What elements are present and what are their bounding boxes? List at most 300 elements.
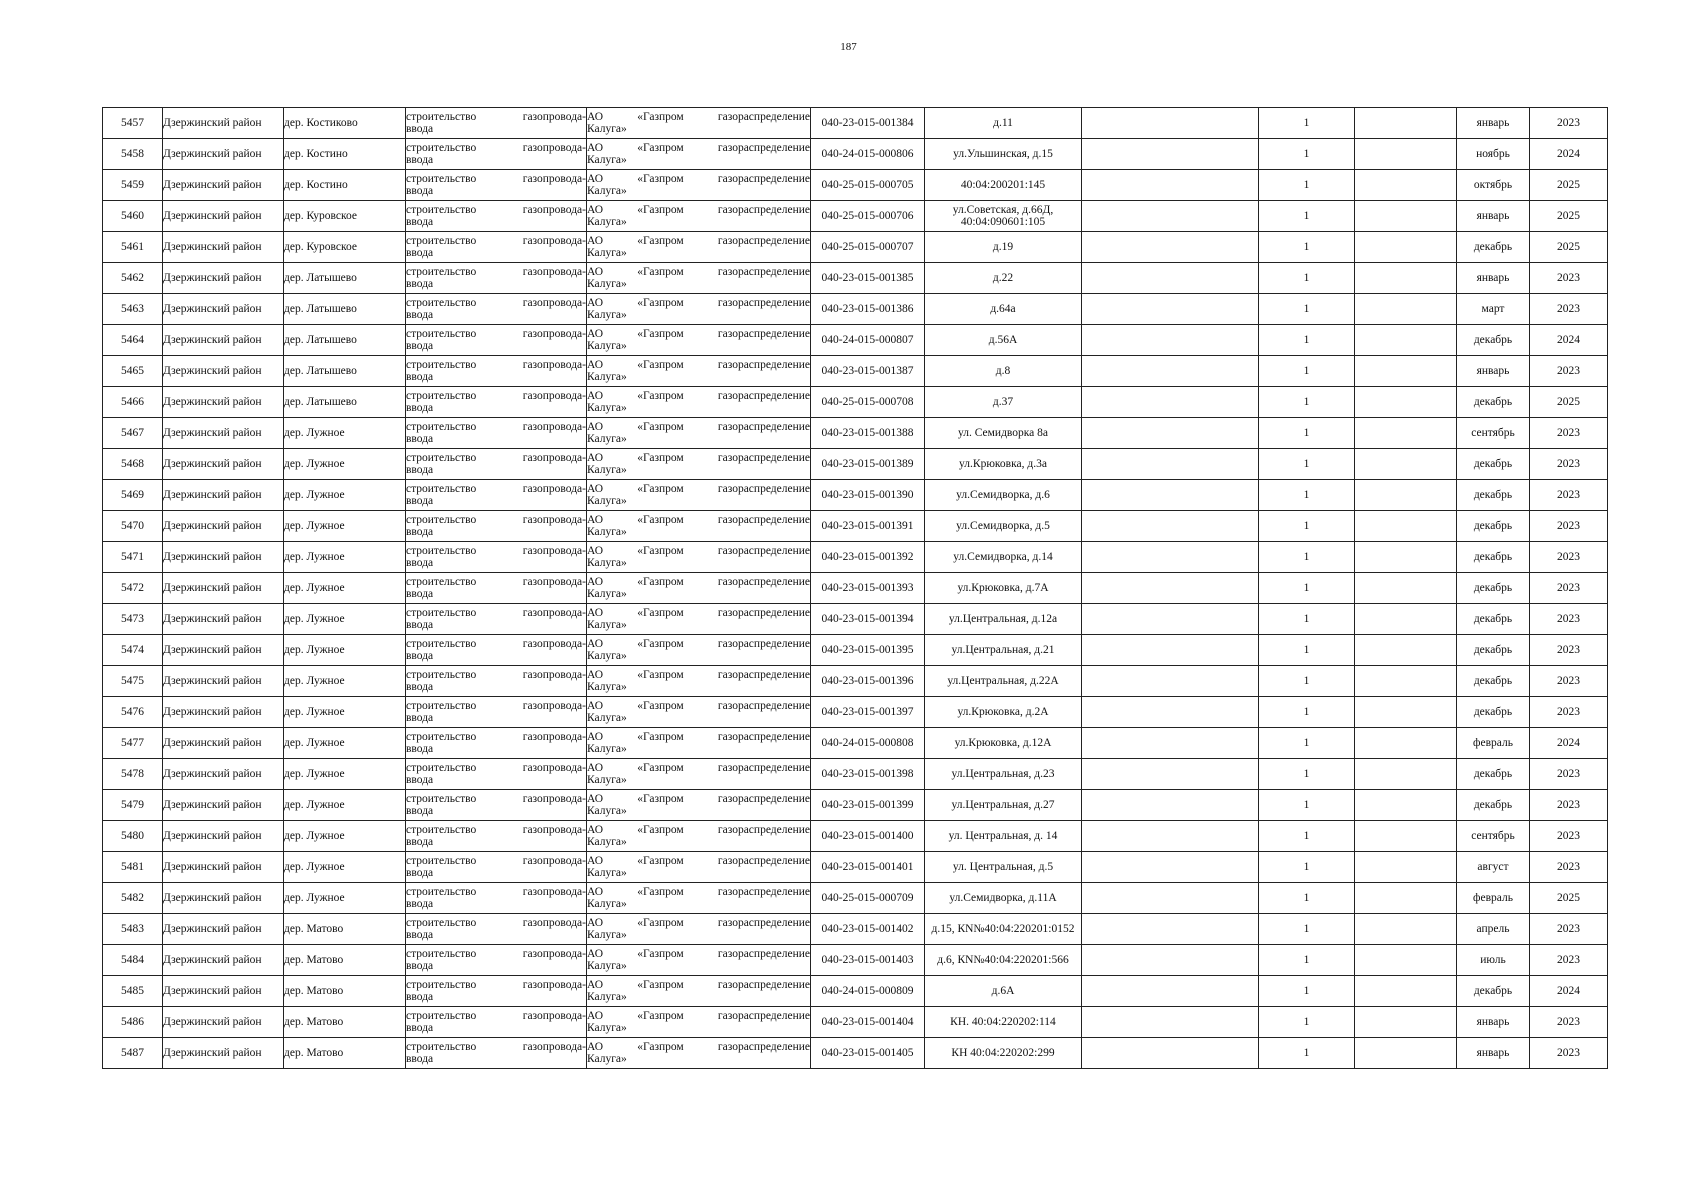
empty-cell [1082, 976, 1259, 1007]
table-row [103, 139, 1608, 170]
row-number: 5459 [103, 170, 163, 201]
object-code-cell: 040-23-015-001391 [811, 511, 925, 542]
empty-cell [1355, 945, 1457, 976]
quantity-cell: 1 [1259, 697, 1355, 728]
quantity-cell: 1 [1259, 356, 1355, 387]
work-type-word-1: строительство [406, 359, 477, 371]
org-word-1: АО [587, 514, 604, 526]
work-type-word-2: газопровода- [522, 421, 586, 433]
empty-cell [1082, 418, 1259, 449]
org-word-4: Калуга» [587, 1053, 627, 1065]
work-type-word-2: газопровода- [522, 204, 586, 216]
table-row [103, 108, 1608, 139]
table-row [103, 356, 1608, 387]
address-cell: д.6, КN№40:04:220201:566 [925, 945, 1082, 976]
work-type-word-2: газопровода- [522, 545, 586, 557]
locality-cell: дер. Лужное [284, 759, 406, 790]
month-cell: декабрь [1457, 480, 1530, 511]
org-word-3: газораспределение [717, 1041, 810, 1053]
locality-cell: дер. Лужное [284, 635, 406, 666]
work-type-cell [406, 511, 587, 542]
org-word-3: газораспределение [717, 793, 810, 805]
month-cell: декабрь [1457, 976, 1530, 1007]
locality-cell: дер. Костино [284, 170, 406, 201]
quantity-cell: 1 [1259, 914, 1355, 945]
table-row [103, 294, 1608, 325]
month-cell: март [1457, 294, 1530, 325]
month-cell: февраль [1457, 883, 1530, 914]
district-cell: Дзержинский район [163, 790, 284, 821]
org-word-4: Калуга» [587, 960, 627, 972]
empty-cell [1355, 604, 1457, 635]
org-word-2: «Газпром [637, 731, 684, 743]
org-word-2: «Газпром [637, 328, 684, 340]
org-word-4: Калуга» [587, 650, 627, 662]
org-word-3: газораспределение [717, 545, 810, 557]
empty-cell [1082, 852, 1259, 883]
address-cell: ул.Семидворка, д.6 [925, 480, 1082, 511]
year-cell: 2025 [1530, 883, 1608, 914]
district-cell: Дзержинский район [163, 139, 284, 170]
org-word-3: газораспределение [717, 359, 810, 371]
quantity-cell: 1 [1259, 666, 1355, 697]
object-code-cell: 040-23-015-001400 [811, 821, 925, 852]
empty-cell [1355, 976, 1457, 1007]
org-word-3: газораспределение [717, 483, 810, 495]
work-type-word-2: газопровода- [522, 1041, 586, 1053]
district-cell: Дзержинский район [163, 325, 284, 356]
table-body [103, 108, 1608, 1069]
month-cell: декабрь [1457, 573, 1530, 604]
address-cell: ул.Семидворка, д.14 [925, 542, 1082, 573]
locality-cell: дер. Латышево [284, 356, 406, 387]
year-cell: 2023 [1530, 573, 1608, 604]
quantity-cell: 1 [1259, 883, 1355, 914]
organization-cell [587, 263, 811, 294]
month-cell: декабрь [1457, 666, 1530, 697]
locality-cell: дер. Латышево [284, 325, 406, 356]
work-type-word-3: ввода [406, 836, 434, 848]
object-code-cell: 040-23-015-001395 [811, 635, 925, 666]
work-type-cell [406, 449, 587, 480]
empty-cell [1355, 170, 1457, 201]
work-type-word-2: газопровода- [522, 359, 586, 371]
district-cell: Дзержинский район [163, 1007, 284, 1038]
district-cell: Дзержинский район [163, 232, 284, 263]
empty-cell [1082, 108, 1259, 139]
table-row [103, 201, 1608, 232]
organization-cell [587, 511, 811, 542]
address-cell: ул.Центральная, д.23 [925, 759, 1082, 790]
district-cell: Дзержинский район [163, 387, 284, 418]
org-word-1: АО [587, 886, 604, 898]
work-type-word-1: строительство [406, 204, 477, 216]
district-cell: Дзержинский район [163, 573, 284, 604]
district-cell: Дзержинский район [163, 852, 284, 883]
table-row [103, 325, 1608, 356]
org-word-1: АО [587, 204, 604, 216]
org-word-1: АО [587, 948, 604, 960]
org-word-1: АО [587, 452, 604, 464]
organization-cell [587, 108, 811, 139]
org-word-3: газораспределение [717, 297, 810, 309]
empty-cell [1355, 821, 1457, 852]
empty-cell [1082, 945, 1259, 976]
district-cell: Дзержинский район [163, 883, 284, 914]
quantity-cell: 1 [1259, 418, 1355, 449]
empty-cell [1355, 139, 1457, 170]
work-type-word-1: строительство [406, 173, 477, 185]
organization-cell [587, 201, 811, 232]
locality-cell: дер. Лужное [284, 790, 406, 821]
quantity-cell: 1 [1259, 821, 1355, 852]
org-word-2: «Газпром [637, 173, 684, 185]
work-type-word-1: строительство [406, 576, 477, 588]
work-type-word-1: строительство [406, 917, 477, 929]
organization-cell [587, 883, 811, 914]
work-type-word-3: ввода [406, 898, 434, 910]
year-cell: 2024 [1530, 325, 1608, 356]
org-word-3: газораспределение [717, 204, 810, 216]
org-word-2: «Газпром [637, 1010, 684, 1022]
empty-cell [1355, 635, 1457, 666]
org-word-2: «Газпром [637, 607, 684, 619]
address-cell: ул.Крюковка, д.2А [925, 697, 1082, 728]
year-cell: 2023 [1530, 1007, 1608, 1038]
address-cell: д.22 [925, 263, 1082, 294]
work-type-word-3: ввода [406, 991, 434, 1003]
org-word-4: Калуга» [587, 278, 627, 290]
quantity-cell: 1 [1259, 976, 1355, 1007]
table-row [103, 387, 1608, 418]
org-word-3: газораспределение [717, 328, 810, 340]
org-word-1: АО [587, 576, 604, 588]
empty-cell [1355, 1038, 1457, 1069]
empty-cell [1082, 139, 1259, 170]
row-number: 5473 [103, 604, 163, 635]
object-code-cell: 040-23-015-001403 [811, 945, 925, 976]
empty-cell [1082, 914, 1259, 945]
work-type-word-2: газопровода- [522, 731, 586, 743]
organization-cell [587, 573, 811, 604]
address-cell: ул.Семидворка, д.5 [925, 511, 1082, 542]
org-word-3: газораспределение [717, 142, 810, 154]
row-number: 5476 [103, 697, 163, 728]
work-type-cell [406, 604, 587, 635]
row-number: 5474 [103, 635, 163, 666]
org-word-1: АО [587, 917, 604, 929]
table-row [103, 573, 1608, 604]
empty-cell [1082, 604, 1259, 635]
object-code-cell: 040-23-015-001386 [811, 294, 925, 325]
work-type-word-3: ввода [406, 805, 434, 817]
work-type-word-3: ввода [406, 619, 434, 631]
org-word-4: Калуга» [587, 216, 627, 228]
address-cell: ул.Крюковка, д.3а [925, 449, 1082, 480]
quantity-cell: 1 [1259, 573, 1355, 604]
work-type-word-2: газопровода- [522, 297, 586, 309]
district-cell: Дзержинский район [163, 728, 284, 759]
work-type-cell [406, 697, 587, 728]
organization-cell [587, 294, 811, 325]
organization-cell [587, 945, 811, 976]
year-cell: 2023 [1530, 108, 1608, 139]
organization-cell [587, 697, 811, 728]
work-type-cell [406, 914, 587, 945]
locality-cell: дер. Лужное [284, 480, 406, 511]
work-type-word-1: строительство [406, 700, 477, 712]
org-word-2: «Газпром [637, 1041, 684, 1053]
empty-cell [1355, 232, 1457, 263]
work-type-cell [406, 263, 587, 294]
table-row [103, 1038, 1608, 1069]
empty-cell [1082, 480, 1259, 511]
table-row [103, 232, 1608, 263]
row-number: 5482 [103, 883, 163, 914]
table-row [103, 666, 1608, 697]
org-word-4: Калуга» [587, 495, 627, 507]
empty-cell [1355, 666, 1457, 697]
locality-cell: дер. Матово [284, 1007, 406, 1038]
quantity-cell: 1 [1259, 852, 1355, 883]
org-word-2: «Газпром [637, 235, 684, 247]
work-type-cell [406, 1007, 587, 1038]
year-cell: 2024 [1530, 728, 1608, 759]
row-number: 5470 [103, 511, 163, 542]
work-type-cell [406, 976, 587, 1007]
district-cell: Дзержинский район [163, 449, 284, 480]
work-type-word-1: строительство [406, 545, 477, 557]
org-word-3: газораспределение [717, 390, 810, 402]
table-row [103, 728, 1608, 759]
work-type-word-3: ввода [406, 960, 434, 972]
address-cell: ул.Центральная, д.21 [925, 635, 1082, 666]
row-number: 5460 [103, 201, 163, 232]
organization-cell [587, 790, 811, 821]
organization-cell [587, 542, 811, 573]
organization-cell [587, 387, 811, 418]
empty-cell [1355, 387, 1457, 418]
row-number: 5486 [103, 1007, 163, 1038]
org-word-1: АО [587, 266, 604, 278]
empty-cell [1082, 511, 1259, 542]
empty-cell [1082, 325, 1259, 356]
object-code-cell: 040-23-015-001397 [811, 697, 925, 728]
work-type-word-1: строительство [406, 142, 477, 154]
address-cell: 40:04:200201:145 [925, 170, 1082, 201]
object-code-cell: 040-23-015-001387 [811, 356, 925, 387]
year-cell: 2023 [1530, 449, 1608, 480]
address-cell: д.11 [925, 108, 1082, 139]
work-type-word-3: ввода [406, 1022, 434, 1034]
row-number: 5462 [103, 263, 163, 294]
year-cell: 2023 [1530, 480, 1608, 511]
org-word-4: Калуга» [587, 526, 627, 538]
district-cell: Дзержинский район [163, 945, 284, 976]
work-type-word-3: ввода [406, 247, 434, 259]
org-word-2: «Газпром [637, 452, 684, 464]
locality-cell: дер. Лужное [284, 697, 406, 728]
empty-cell [1082, 697, 1259, 728]
work-type-word-2: газопровода- [522, 514, 586, 526]
month-cell: август [1457, 852, 1530, 883]
work-type-word-3: ввода [406, 1053, 434, 1065]
work-type-word-3: ввода [406, 278, 434, 290]
work-type-word-2: газопровода- [522, 266, 586, 278]
work-type-word-1: строительство [406, 111, 477, 123]
org-word-4: Калуга» [587, 588, 627, 600]
org-word-1: АО [587, 421, 604, 433]
work-type-word-3: ввода [406, 402, 434, 414]
row-number: 5480 [103, 821, 163, 852]
district-cell: Дзержинский район [163, 356, 284, 387]
empty-cell [1082, 883, 1259, 914]
work-type-word-3: ввода [406, 557, 434, 569]
district-cell: Дзержинский район [163, 263, 284, 294]
locality-cell: дер. Лужное [284, 821, 406, 852]
org-word-4: Калуга» [587, 433, 627, 445]
org-word-3: газораспределение [717, 452, 810, 464]
table-row [103, 449, 1608, 480]
work-type-word-2: газопровода- [522, 917, 586, 929]
work-type-word-1: строительство [406, 421, 477, 433]
organization-cell [587, 449, 811, 480]
year-cell: 2023 [1530, 790, 1608, 821]
address-cell: д.64а [925, 294, 1082, 325]
empty-cell [1355, 883, 1457, 914]
work-type-word-2: газопровода- [522, 979, 586, 991]
locality-cell: дер. Матово [284, 914, 406, 945]
row-number: 5483 [103, 914, 163, 945]
locality-cell: дер. Костиково [284, 108, 406, 139]
month-cell: январь [1457, 108, 1530, 139]
work-type-cell [406, 1038, 587, 1069]
district-cell: Дзержинский район [163, 201, 284, 232]
quantity-cell: 1 [1259, 511, 1355, 542]
table-row [103, 914, 1608, 945]
locality-cell: дер. Латышево [284, 387, 406, 418]
work-type-word-1: строительство [406, 824, 477, 836]
year-cell: 2023 [1530, 418, 1608, 449]
empty-cell [1082, 666, 1259, 697]
org-word-2: «Газпром [637, 886, 684, 898]
row-number: 5468 [103, 449, 163, 480]
org-word-1: АО [587, 142, 604, 154]
quantity-cell: 1 [1259, 1007, 1355, 1038]
org-word-2: «Газпром [637, 421, 684, 433]
row-number: 5479 [103, 790, 163, 821]
month-cell: декабрь [1457, 387, 1530, 418]
district-cell: Дзержинский район [163, 666, 284, 697]
address-cell: ул. Семидворка 8а [925, 418, 1082, 449]
org-word-4: Калуга» [587, 340, 627, 352]
work-type-word-3: ввода [406, 154, 434, 166]
month-cell: декабрь [1457, 790, 1530, 821]
page-number: 187 [840, 41, 857, 53]
org-word-2: «Газпром [637, 483, 684, 495]
district-cell: Дзержинский район [163, 108, 284, 139]
month-cell: декабрь [1457, 697, 1530, 728]
row-number: 5484 [103, 945, 163, 976]
organization-cell [587, 976, 811, 1007]
work-type-word-1: строительство [406, 979, 477, 991]
locality-cell: дер. Куровское [284, 232, 406, 263]
org-word-1: АО [587, 1010, 604, 1022]
organization-cell [587, 852, 811, 883]
table-row [103, 511, 1608, 542]
work-type-word-1: строительство [406, 452, 477, 464]
work-type-word-1: строительство [406, 948, 477, 960]
empty-cell [1082, 759, 1259, 790]
org-word-4: Калуга» [587, 681, 627, 693]
year-cell: 2023 [1530, 821, 1608, 852]
object-code-cell: 040-23-015-001404 [811, 1007, 925, 1038]
year-cell: 2023 [1530, 945, 1608, 976]
district-cell: Дзержинский район [163, 170, 284, 201]
work-type-word-2: газопровода- [522, 142, 586, 154]
organization-cell [587, 1007, 811, 1038]
work-type-word-1: строительство [406, 235, 477, 247]
work-type-word-3: ввода [406, 371, 434, 383]
locality-cell: дер. Матово [284, 945, 406, 976]
empty-cell [1082, 542, 1259, 573]
locality-cell: дер. Латышево [284, 263, 406, 294]
address-cell: д.8 [925, 356, 1082, 387]
year-cell: 2023 [1530, 263, 1608, 294]
work-type-word-1: строительство [406, 886, 477, 898]
table-row [103, 945, 1608, 976]
month-cell: декабрь [1457, 759, 1530, 790]
work-type-cell [406, 418, 587, 449]
object-code-cell: 040-24-015-000808 [811, 728, 925, 759]
empty-cell [1355, 511, 1457, 542]
work-type-cell [406, 666, 587, 697]
locality-cell: дер. Лужное [284, 573, 406, 604]
row-number: 5481 [103, 852, 163, 883]
work-type-word-2: газопровода- [522, 855, 586, 867]
work-type-word-1: строительство [406, 762, 477, 774]
work-type-word-2: газопровода- [522, 483, 586, 495]
year-cell: 2024 [1530, 976, 1608, 1007]
empty-cell [1355, 294, 1457, 325]
empty-cell [1082, 294, 1259, 325]
work-type-word-1: строительство [406, 390, 477, 402]
month-cell: сентябрь [1457, 418, 1530, 449]
org-word-1: АО [587, 297, 604, 309]
month-cell: декабрь [1457, 635, 1530, 666]
object-code-cell: 040-23-015-001399 [811, 790, 925, 821]
work-type-word-1: строительство [406, 638, 477, 650]
quantity-cell: 1 [1259, 232, 1355, 263]
row-number: 5461 [103, 232, 163, 263]
org-word-4: Калуга» [587, 464, 627, 476]
district-cell: Дзержинский район [163, 821, 284, 852]
month-cell: декабрь [1457, 511, 1530, 542]
organization-cell [587, 666, 811, 697]
work-type-word-3: ввода [406, 712, 434, 724]
org-word-1: АО [587, 607, 604, 619]
org-word-2: «Газпром [637, 762, 684, 774]
row-number: 5464 [103, 325, 163, 356]
work-type-word-1: строительство [406, 855, 477, 867]
district-cell: Дзержинский район [163, 418, 284, 449]
empty-cell [1082, 728, 1259, 759]
row-number: 5467 [103, 418, 163, 449]
object-code-cell: 040-23-015-001401 [811, 852, 925, 883]
year-cell: 2025 [1530, 201, 1608, 232]
work-type-word-3: ввода [406, 216, 434, 228]
work-type-word-3: ввода [406, 340, 434, 352]
